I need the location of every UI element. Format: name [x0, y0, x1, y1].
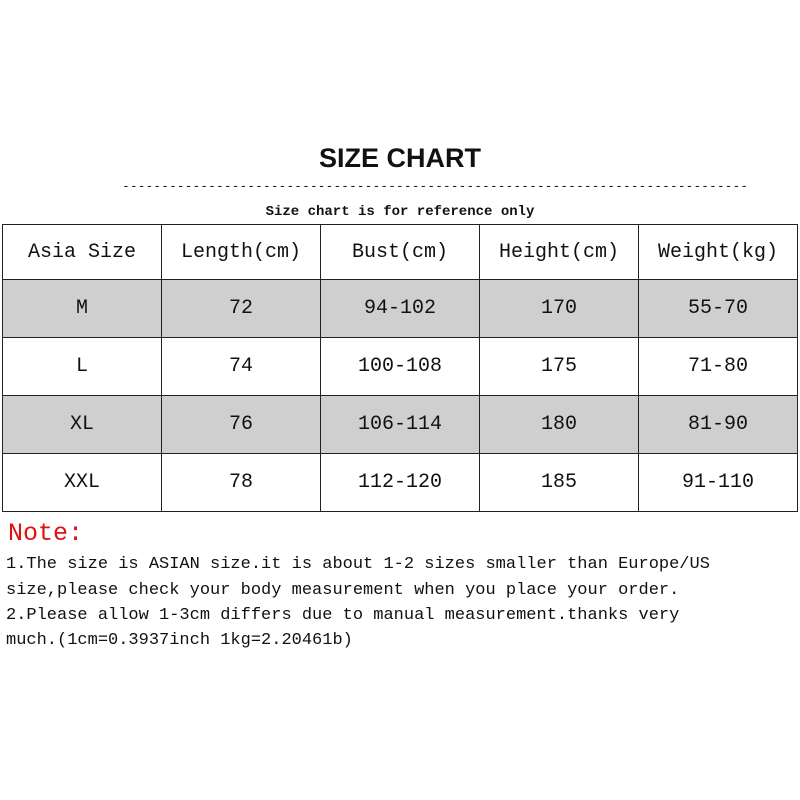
cell-weight: 71-80	[639, 338, 798, 396]
note-line: size,please check your body measurement when you place your order.	[6, 581, 680, 600]
cell-bust: 100-108	[321, 338, 480, 396]
cell-weight: 91-110	[639, 454, 798, 512]
cell-height: 185	[480, 454, 639, 512]
table-row	[3, 454, 798, 512]
header-bust: Bust(cm)	[321, 225, 480, 280]
cell-length: 78	[162, 454, 321, 512]
table-row	[3, 338, 798, 396]
cell-bust: 106-114	[321, 396, 480, 454]
cell-height: 180	[480, 396, 639, 454]
cell-height: 170	[480, 280, 639, 338]
table-row	[3, 396, 798, 454]
cell-length: 72	[162, 280, 321, 338]
cell-weight: 55-70	[639, 280, 798, 338]
header-weight: Weight(kg)	[639, 225, 798, 280]
cell-size: XXL	[3, 454, 162, 512]
note-line: 1.The size is ASIAN size.it is about 1-2 sizes smaller than Europe/US	[6, 555, 710, 574]
cell-length: 76	[162, 396, 321, 454]
cell-size: L	[3, 338, 162, 396]
cell-size: M	[3, 280, 162, 338]
size-chart-title: SIZE CHART	[319, 143, 481, 173]
title-divider: --------------------------------------------------------------------------------	[122, 179, 749, 194]
table-row	[3, 280, 798, 338]
cell-length: 74	[162, 338, 321, 396]
header-height: Height(cm)	[480, 225, 639, 280]
reference-subtitle: Size chart is for reference only	[265, 204, 535, 220]
size-table	[2, 224, 798, 512]
cell-size: XL	[3, 396, 162, 454]
header-length: Length(cm)	[162, 225, 321, 280]
note-line: much.(1cm=0.3937inch 1kg=2.20461b)	[6, 631, 353, 650]
note-title: Note:	[8, 519, 84, 548]
cell-bust: 94-102	[321, 280, 480, 338]
table-header-row	[3, 225, 798, 280]
header-asia-size: Asia Size	[3, 225, 162, 280]
note-line: 2.Please allow 1-3cm differs due to manual measurement.thanks very	[6, 606, 680, 625]
cell-weight: 81-90	[639, 396, 798, 454]
cell-height: 175	[480, 338, 639, 396]
cell-bust: 112-120	[321, 454, 480, 512]
